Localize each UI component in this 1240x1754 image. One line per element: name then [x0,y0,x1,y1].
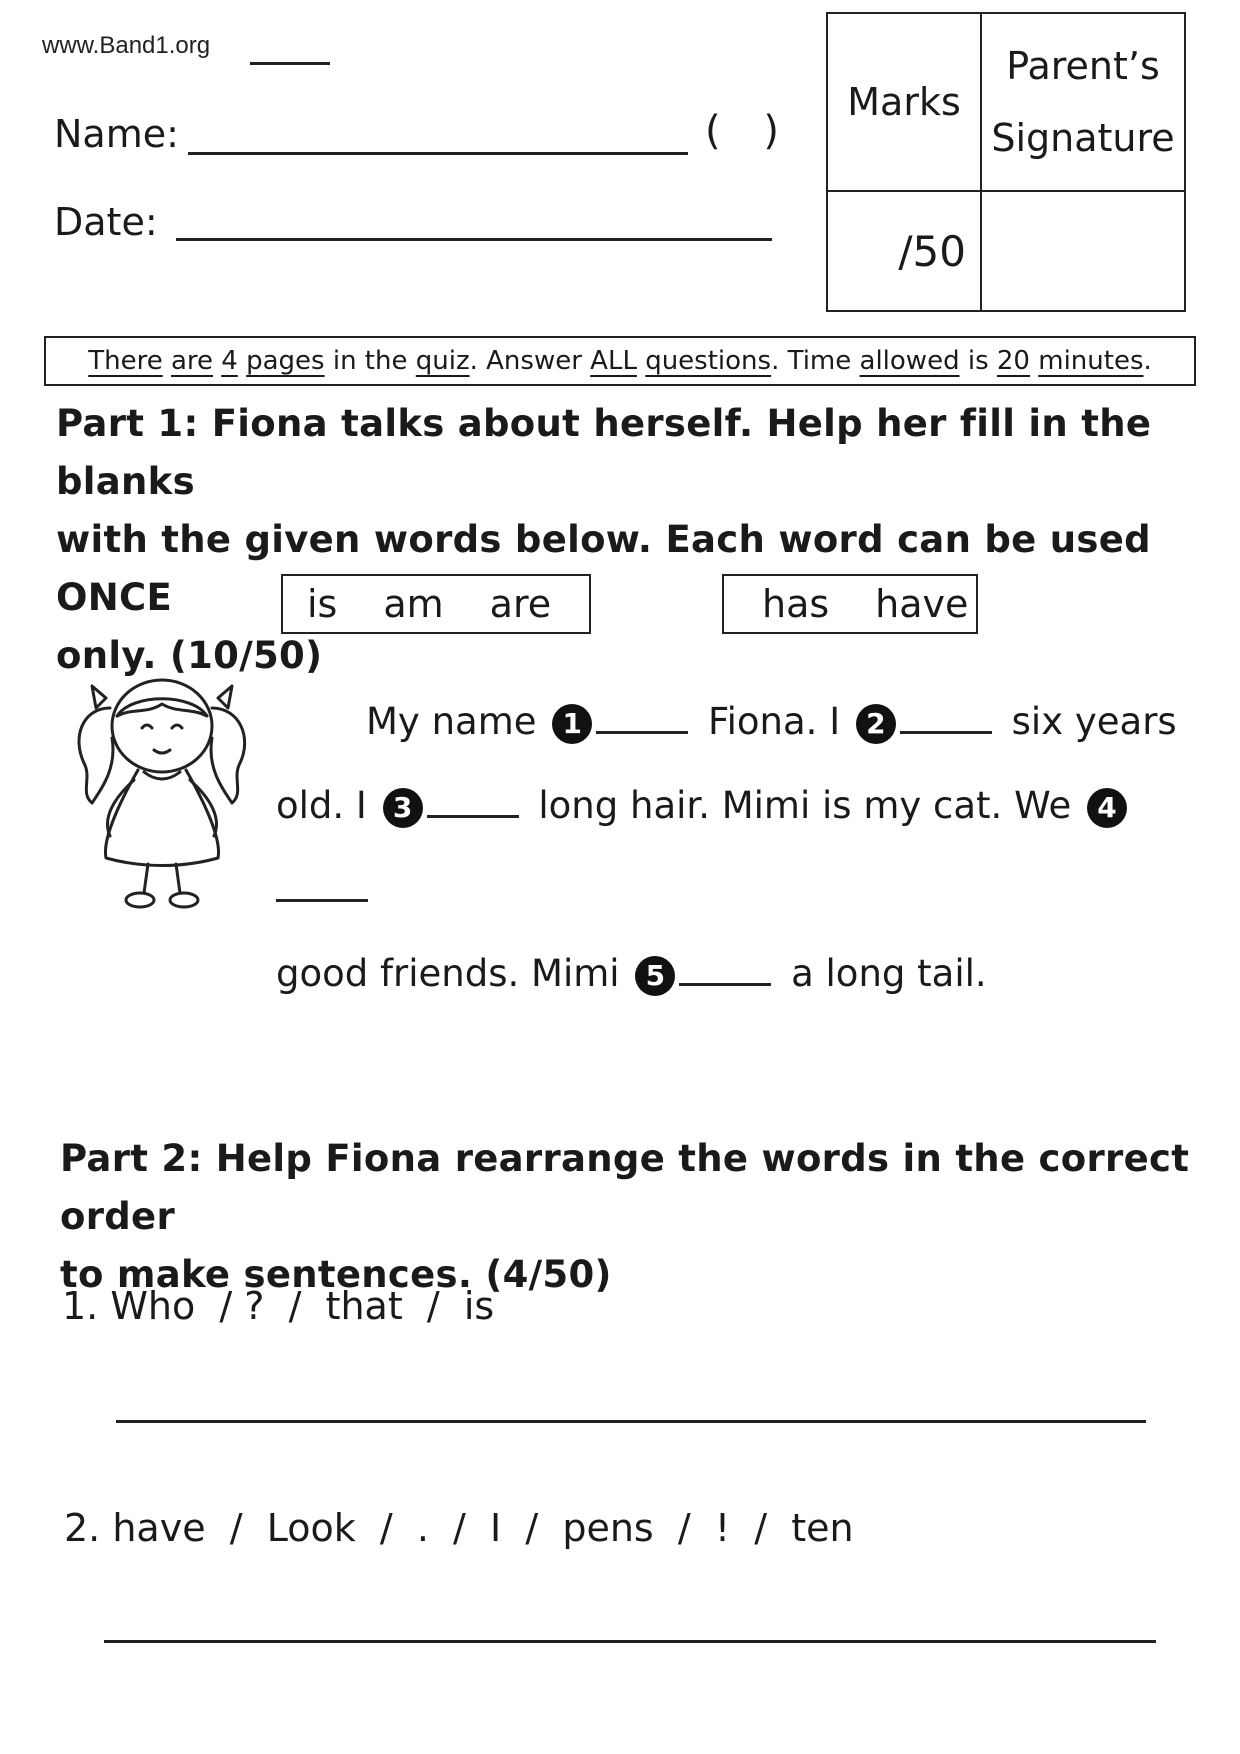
score-cell: /50 [827,191,981,311]
word-bank-word: am [383,582,444,626]
part2-line-1: Part 2: Help Fiona rearrange the words in the correct order [60,1137,1190,1238]
date-line[interactable] [176,238,772,241]
passage-text: Fiona. I [708,700,841,743]
blank-number: 1 [552,704,592,744]
blank-number: 5 [635,956,675,996]
blank-number: 3 [383,788,423,828]
passage-text: good friends. Mimi [276,952,620,995]
part1-line-3: only. (10/50) [56,634,323,677]
passage-text: six years [1011,700,1177,743]
date-label: Date: [54,200,158,244]
signature-cell[interactable] [981,191,1185,311]
instr-word: . Time [771,346,852,376]
signature-label-1: Parent’s [1006,44,1160,88]
instr-word: . [1143,346,1152,376]
passage-text: long hair. Mimi is my cat. We [538,784,1072,827]
instr-word: are [170,346,214,376]
instr-word: 4 [221,346,238,376]
watermark-text: www.Band1.org [42,32,211,59]
blank-4[interactable] [276,899,368,902]
passage-text: old. I [276,784,367,827]
blank-number: 2 [856,704,896,744]
question-1: 1. Who / ? / that / is [62,1284,495,1328]
name-line[interactable] [188,152,688,155]
passage-text: My name [366,700,537,743]
passage-line-1 [276,680,1196,764]
instr-word: in the [332,346,408,376]
name-label: Name: [54,112,179,156]
part1-line-1: Part 1: Fiona talks about herself. Help her fill in the blanks [56,402,1152,503]
word-bank-verb-have [722,574,978,634]
blank-5[interactable] [679,983,771,986]
class-line [250,62,330,65]
blank-number: 4 [1087,788,1127,828]
instr-word: is [967,346,989,376]
instr-word: There [88,346,163,376]
passage-text: a long tail. [791,952,987,995]
blank-1[interactable] [596,731,688,734]
answer-line-1[interactable] [116,1420,1146,1423]
instr-word: pages [246,346,325,376]
girl-illustration [62,668,262,918]
class-number: ( ) [705,108,779,154]
marks-table [826,12,1186,312]
word-bank-verb-be [281,574,591,634]
passage-line-2 [276,764,1196,932]
part1-line-2: with the given words below. Each word can be used ONCE [56,518,1151,619]
instr-word: allowed [859,346,960,376]
signature-label-2: Signature [991,116,1175,160]
answer-line-2[interactable] [104,1640,1156,1643]
blank-3[interactable] [427,815,519,818]
word-bank-word: has [762,582,830,626]
instr-word: quiz [415,346,470,376]
word-bank-word: have [875,582,969,626]
passage-line-3 [276,932,1196,1016]
instr-word: ALL [590,346,637,376]
word-bank-word: is [307,582,338,626]
blank-2[interactable] [900,731,992,734]
part1-heading [56,395,1196,685]
word-bank-word: are [489,582,552,626]
signature-header [981,13,1185,191]
fill-in-passage [276,680,1196,1016]
instr-word: minutes [1038,346,1144,376]
instr-word: 20 [996,346,1030,376]
instructions-box [44,336,1196,386]
marks-label: Marks [827,13,981,191]
instr-word: . Answer [469,346,582,376]
question-2: 2. have / Look / . / I / pens / ! / ten [64,1506,854,1550]
part2-heading [60,1130,1200,1304]
part2-line-2: to make sentences. (4/50) [60,1253,612,1296]
instr-word: questions [645,346,772,376]
